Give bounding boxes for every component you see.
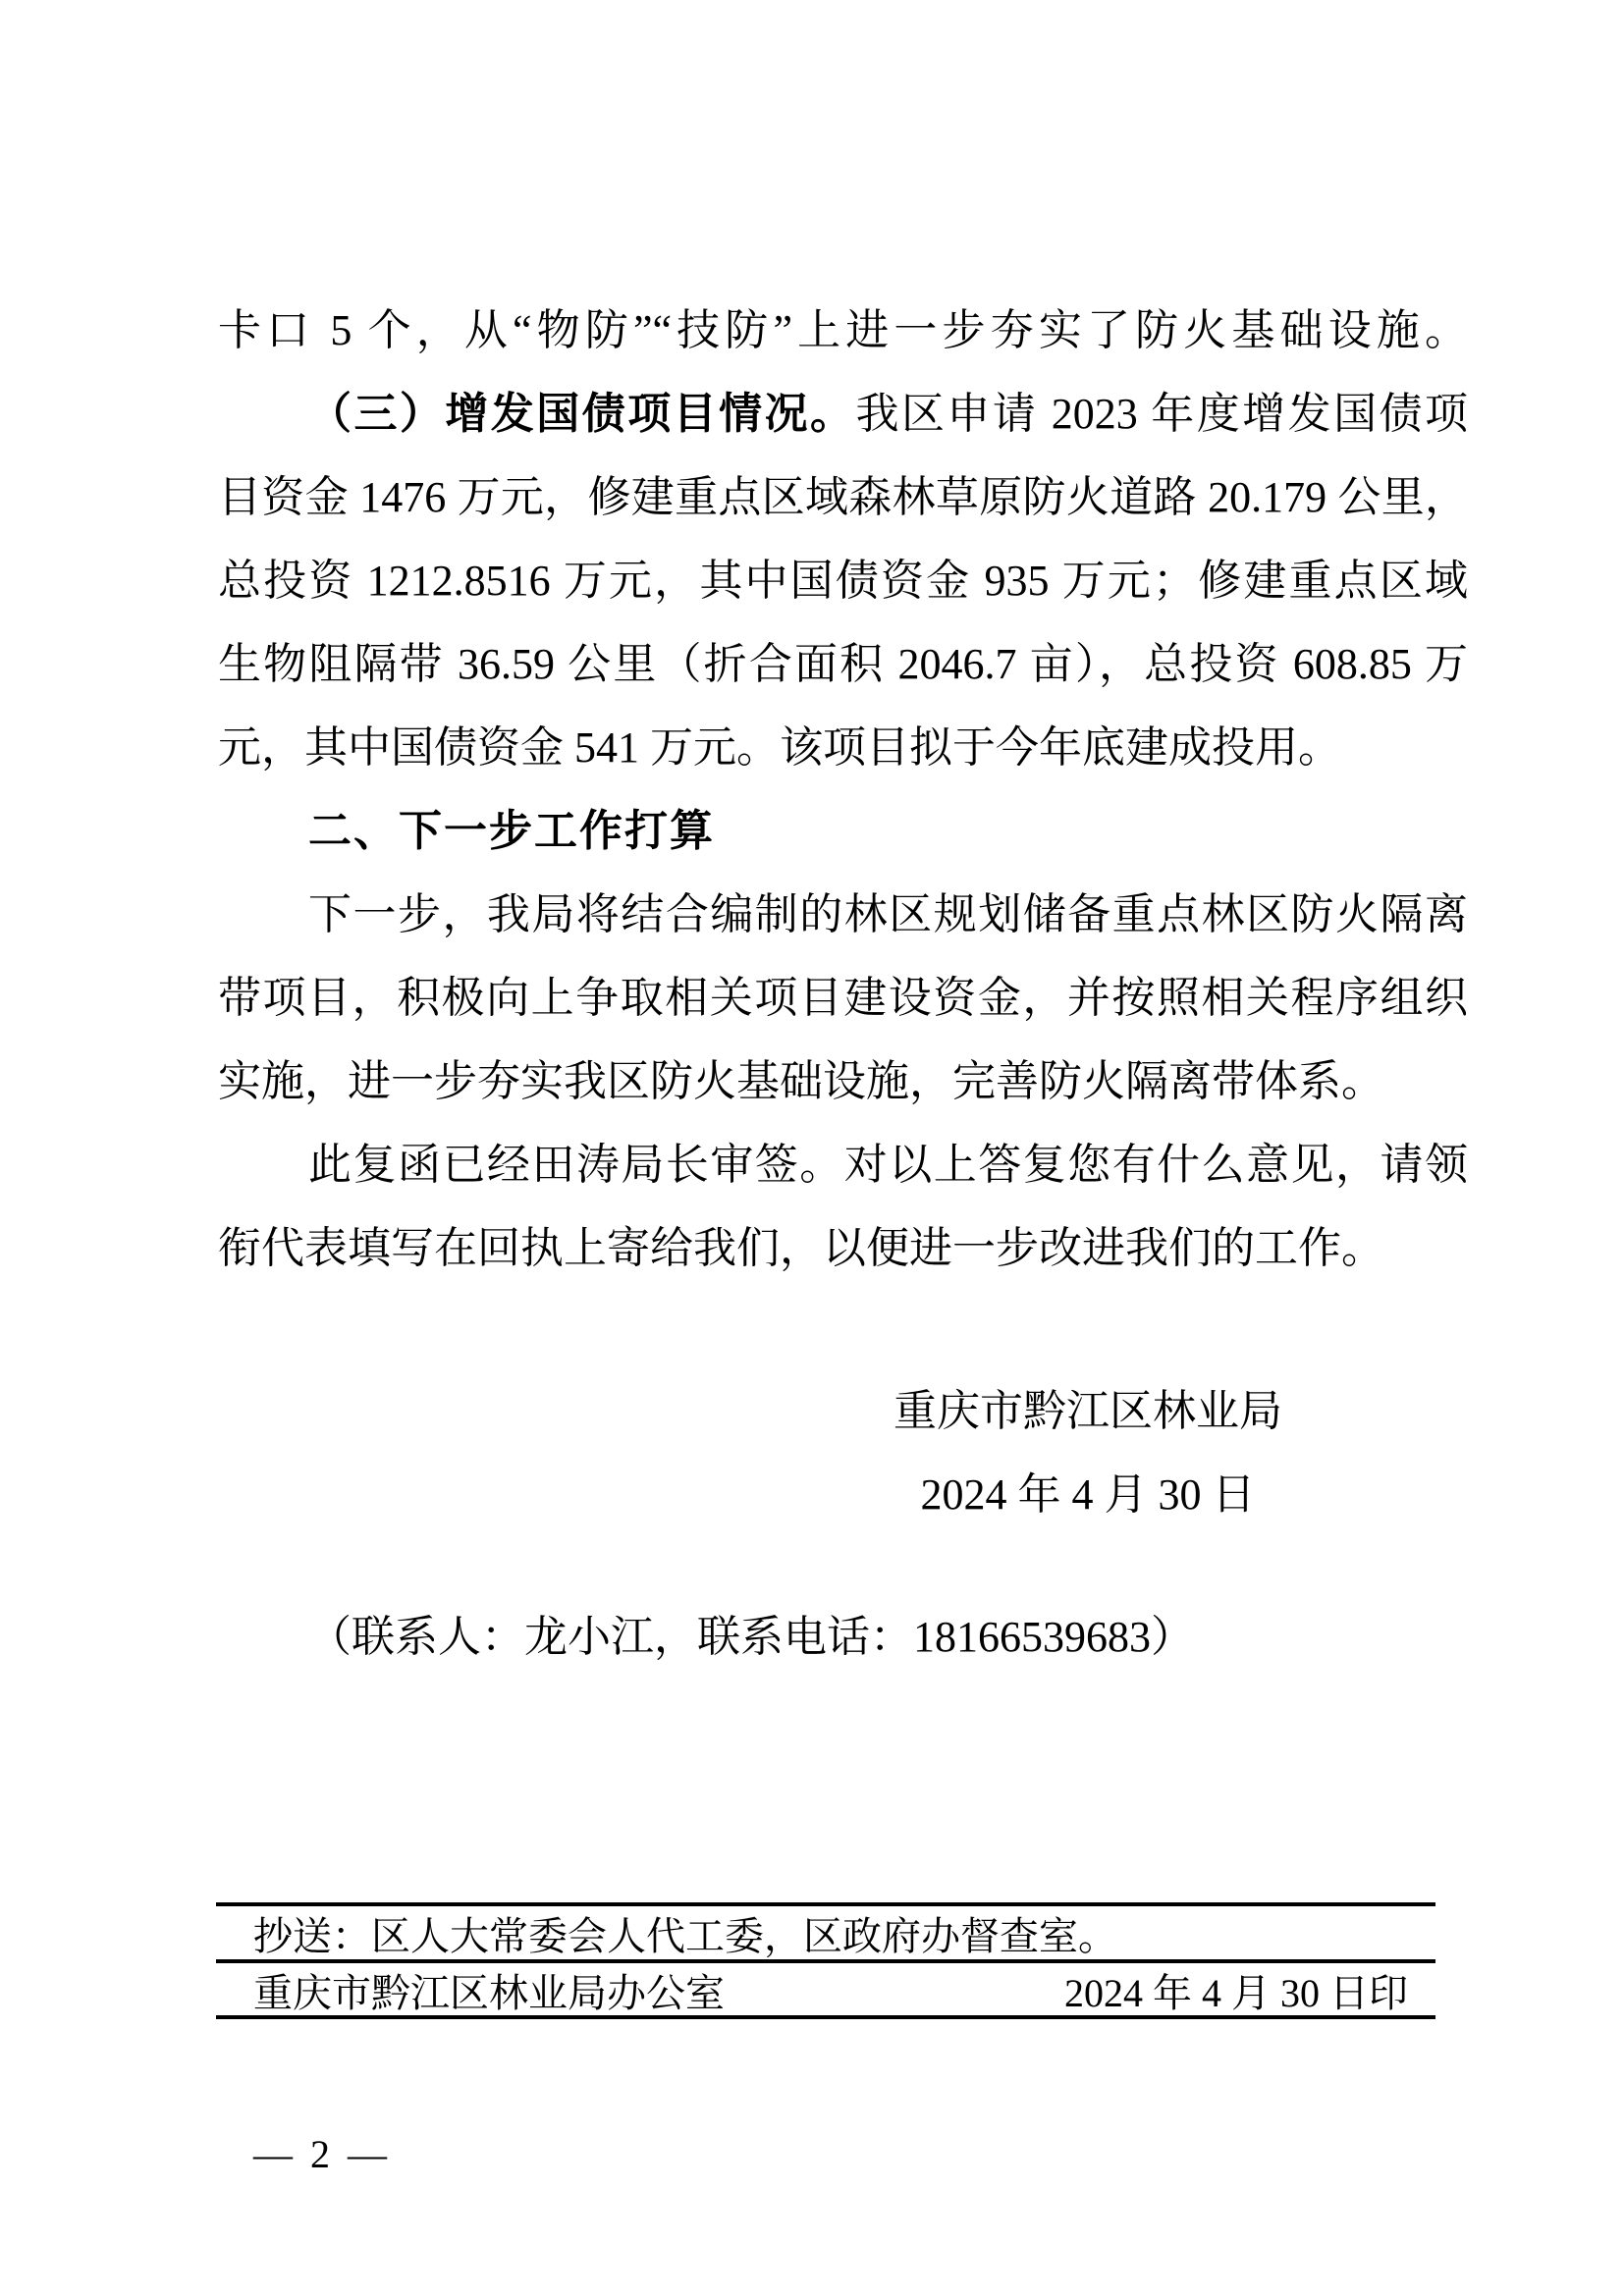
body-line: 总投资 1212.8516 万元，其中国债资金 935 万元；修建重点区域 [218,557,1468,605]
subsection-heading: （三）增发国债项目情况。 [308,390,856,438]
body-line: 实施，进一步夯实我区防火基础设施，完善防火隔离带体系。 [218,1057,1384,1105]
page-number: — 2 — [253,2132,391,2176]
body-line: 目资金 1476 万元，修建重点区域森林草原防火道路 20.179 公里， [218,473,1468,521]
body-line-text: 我区申请 2023 年度增发国债项 [855,390,1468,438]
body-line: 下一步，我局将结合编制的林区规划储备重点林区防火隔离 [308,890,1468,938]
body-line: 带项目，积极向上争取相关项目建设资金，并按照相关程序组织 [218,974,1468,1022]
signature-date: 2024 年 4 月 30 日 [920,1470,1256,1519]
body-line: 此复函已经田涛局长审签。对以上答复您有什么意见，请领 [308,1141,1468,1189]
print-date: 2024 年 4 月 30 日印 [1064,1971,1408,2015]
footer-rule-middle [216,1959,1435,1963]
cc-line: 抄送：区人大常委会人代工委，区政府办督查室。 [253,1914,1117,1958]
footer-rule-top [216,1902,1435,1906]
body-line [218,372,1468,455]
body-line: 元，其中国债资金 541 万元。该项目拟于今年底建成投用。 [218,723,1341,772]
footer-rule-bottom [216,2015,1435,2019]
section-heading: 二、下一步工作打算 [308,807,715,855]
issuing-office: 重庆市黔江区林业局办公室 [253,1971,725,2015]
document-body [218,289,1468,1290]
body-line: 衔代表填写在回执上寄给我们，以便进一步改进我们的工作。 [218,1224,1384,1272]
body-line: 生物阻隔带 36.59 公里（折合面积 2046.7 亩），总投资 608.85 万 [218,640,1468,688]
signature-org: 重庆市黔江区林业局 [893,1387,1282,1435]
body-line: 卡口 5 个，从“物防”“技防”上进一步夯实了防火基础设施。 [218,306,1468,354]
contact-line: （联系人：龙小江，联系电话：18166539683） [308,1613,1194,1661]
footer-office-row [253,1971,1408,2016]
